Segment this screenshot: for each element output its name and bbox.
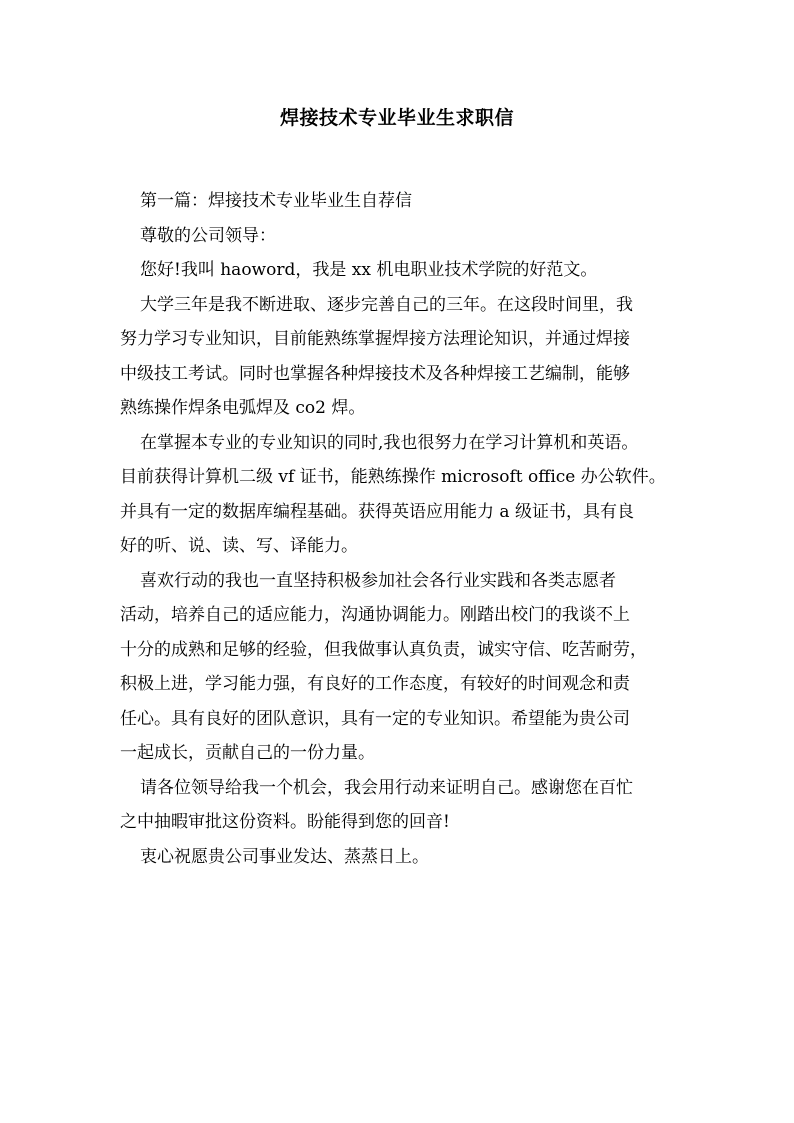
- letter-body: [120, 184, 675, 874]
- paragraph-line: 一起成长，贡献自己的一份力量。: [120, 743, 375, 763]
- paragraph-line: 任心。具有良好的团队意识，具有一定的专业知识。希望能为贵公司: [120, 708, 630, 729]
- section-heading: 第一篇：焊接技术专业毕业生自荐信: [140, 191, 412, 211]
- paragraph-line: 积极上进，学习能力强，有良好的工作态度，有较好的时间观念和责: [120, 674, 630, 694]
- salutation: 尊敬的公司领导：: [140, 225, 276, 246]
- paragraph-line: 中级技工考试。同时也掌握各种焊接技术及各种焊接工艺编制，能够: [120, 363, 630, 384]
- paragraph-line: 之中抽暇审批这份资料。盼能得到您的回音!: [120, 812, 450, 832]
- paragraph-line: 十分的成熟和足够的经验，但我做事认真负责，诚实守信、吃苦耐劳，: [120, 639, 647, 660]
- paragraph-line: 请各位领导给我一个机会，我会用行动来证明自己。感谢您在百忙: [140, 777, 633, 798]
- paragraph-line: 熟练操作焊条电弧焊及 co2 焊。: [120, 398, 366, 418]
- closing-line: 衷心祝愿贵公司事业发达、蒸蒸日上。: [140, 846, 429, 867]
- paragraph-line: 活动，培养自己的适应能力，沟通协调能力。刚踏出校门的我谈不上: [120, 605, 630, 625]
- paragraph-line: 并具有一定的数据库编程基础。获得英语应用能力 a 级证书，具有良: [120, 501, 634, 522]
- greeting-line: 您好!我叫 haoword，我是 xx 机电职业技术学院的好范文。: [140, 260, 598, 280]
- paragraph-line: 好的听、说、读、写、译能力。: [120, 536, 358, 556]
- document-title: 焊接技术专业毕业生求职信: [279, 107, 514, 129]
- paragraph-line: 喜欢行动的我也一直坚持积极参加社会各行业实践和各类志愿者: [140, 570, 616, 591]
- paragraph-line: 努力学习专业知识，目前能熟练掌握焊接方法理论知识，并通过焊接: [120, 329, 630, 349]
- paragraph-line: 在掌握本专业的专业知识的同时,我也很努力在学习计算机和英语。: [140, 432, 639, 453]
- paragraph-line: 目前获得计算机二级 vf 证书，能熟练操作 microsoft office 办公软件。: [120, 467, 666, 487]
- paragraph-line: 大学三年是我不断进取、逐步完善自己的三年。在这段时间里，我: [140, 294, 633, 315]
